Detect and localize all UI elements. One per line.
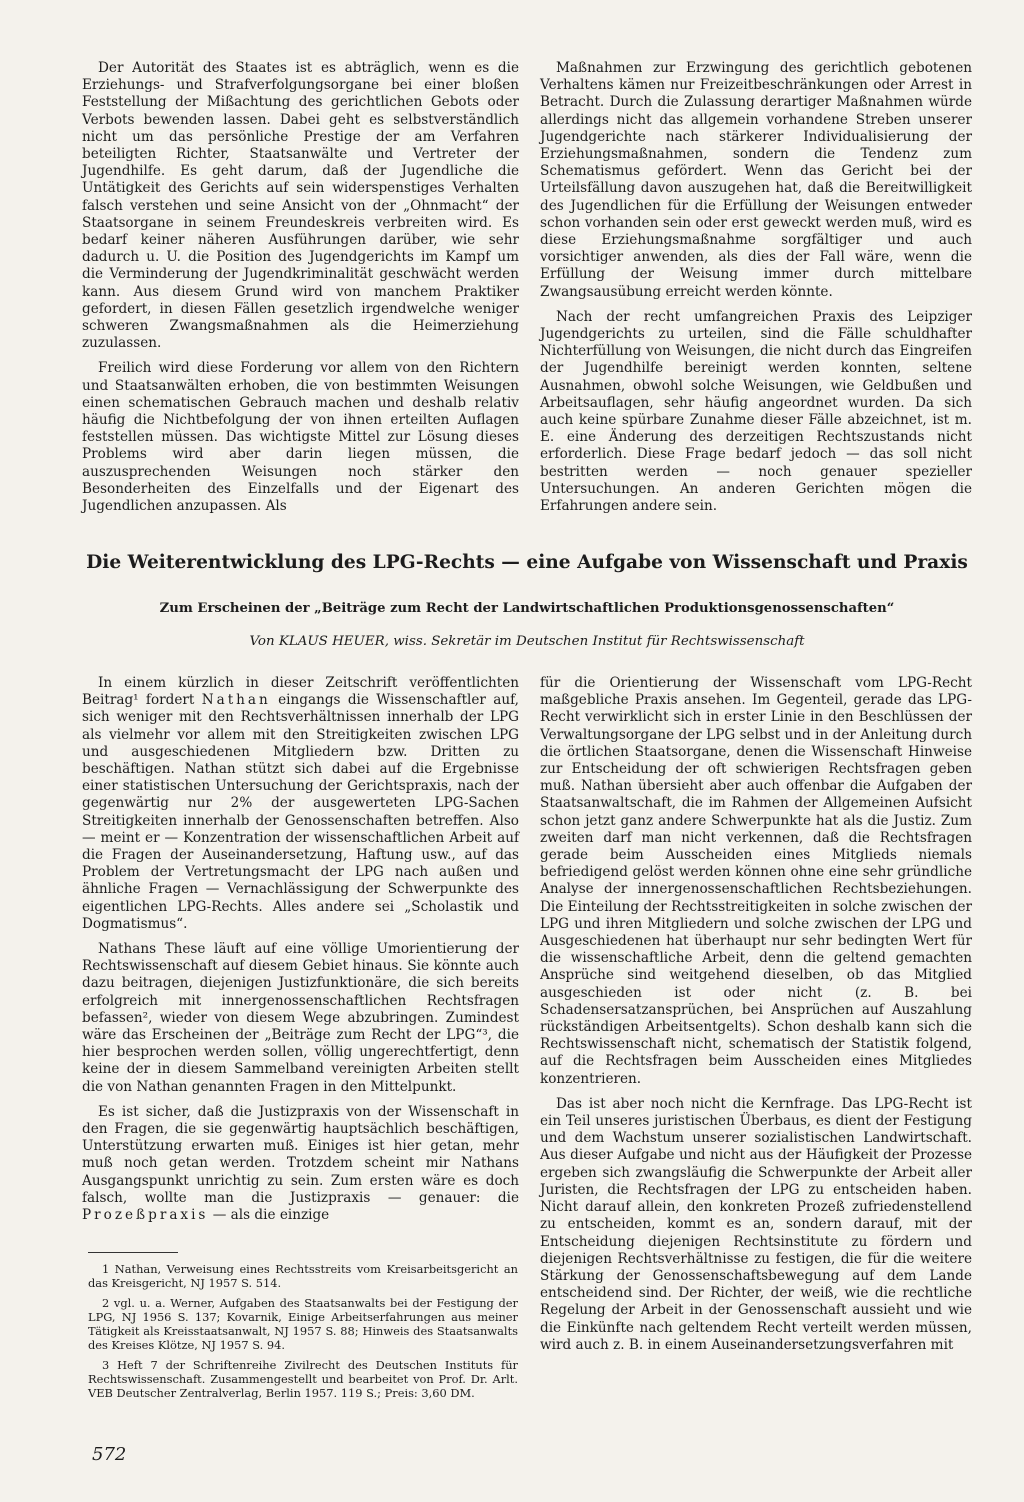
paragraph: für die Orientierung der Wissenschaft vom LPG-Recht maßgebliche Praxis ansehen. Im Gegenteil, gerade das LPG-Recht verwirklicht sich in erster Linie in den Beschlüssen der Verwaltungsorgane der LPG selbst und in der Anleitung durch die örtlichen Staatsorgane, denen die Wissenschaft Hinweise zur Entscheidung der oft schwierigen Rechtsfragen geben muß. Nathan übersieht aber auch offenbar die Aufgaben der Staatsanwaltschaft, die im Rahmen der Allgemeinen Aufsicht schon jetzt ganz andere Schwerpunkte hat als die Justiz. Zum zweiten darf man nicht verkennen, daß die Rechtsfragen gerade beim Ausscheiden eines Mitglieds niemals befriedigend gelöst werden können ohne eine sehr gründliche Analyse der innergenossenschaftlichen Rechtsbeziehungen. Die Einteilung der Rechtsstreitigkeiten in solche zwischen der LPG und ihren Mitgliedern und solche zwischen der LPG und Ausgeschiedenen hat überhaupt nur sehr bedingten Wert für die wissenschaftliche Arbeit, denn die geltend gemachten Ansprüche sind weitgehend dieselben, ob das Mitglied ausgeschieden ist oder nicht (z. B. bei Schadensersatzansprüchen, bei Ansprüchen auf Auszahlung rückständigen Arbeitsentgelts). Schon deshalb kann sich die Rechtswissenschaft nicht, schematisch der Statistik folgend, auf die Rechtsfragen beim Ausscheiden eines Mitgliedes konzentrieren. bbox=[540, 675, 972, 1087]
paragraph bbox=[82, 675, 519, 933]
article-title: Die Weiterentwicklung des LPG-Rechts — eine Aufgabe von Wissenschaft und Praxis bbox=[86, 552, 968, 573]
footnote-divider bbox=[88, 1252, 178, 1253]
article-subtitle: Zum Erscheinen der „Beiträge zum Recht der Landwirtschaftlichen Produktionsgenossenschaften“ bbox=[159, 601, 895, 616]
spaced-word: Prozeßpraxis bbox=[82, 1207, 209, 1224]
paragraph-text: eingangs die Wissenschaftler auf, sich weniger mit den Rechtsverhältnissen innerhalb der LPG als vielmehr vor allem mit den Streitigkeiten zwischen LPG und ausgeschiedenen Mitgliedern bzw. Dritten zu beschäftigen. Nathan stützt sich dabei auf die Ergebnisse einer statistischen Untersuchung der Gerichtspraxis, nach der gegenwärtig nur 2% der ausgewerteten LPG-Sachen Streitigkeiten innerhalb der Genossenschaften betreffen. Also — meint er — Konzentration der wissenschaftlichen Arbeit auf die Fragen der Auseinandersetzung, Haftung usw., auf das Problem der Vertretungsmacht der LPG nach außen und ähnliche Fragen — Vernachlässigung der Schwerpunkte des eigentlichen LPG-Rechts. Alles andere sei „Scholastik und Dogmatismus“. bbox=[82, 692, 519, 932]
paragraph: Nathans These läuft auf eine völlige Umorientierung der Rechtswissenschaft auf diesem Gebiet hinaus. Sie könnte auch dazu beitragen, diejenigen Justizfunktionäre, die sich bereits erfolgreich mit innergenossenschaftlichen Rechtsfragen befassen², wieder von diesem Wege abzubringen. Zumindest wäre das Erscheinen der „Beiträge zum Recht der LPG“³, die hier besprochen werden sollen, völlig ungerechtfertigt, denn keine der in diesem Sammelband vereinigten Arbeiten stellt die von Nathan genannten Fragen in den Mittelpunkt. bbox=[82, 941, 519, 1095]
paragraph: Freilich wird diese Forderung vor allem von den Richtern und Staatsanwälten erhoben, die von bestimmten Weisungen einen schematischen Gebrauch machen und deshalb relativ häufig die Nichtbefolgung der von ihnen erteilten Auflagen feststellen müssen. Das wichtigste Mittel zur Lösung dieses Problems wird aber darin liegen müssen, die auszusprechenden Weisungen noch stärker den Besonderheiten des Einzelfalls und der Eigenart des Jugendlichen anzupassen. Als bbox=[82, 360, 519, 515]
paragraph-text: In einem kürzlich in dieser Zeitschrift veröffentlichten Beitrag¹ fordert bbox=[82, 675, 519, 709]
paragraph-text: — als die einzige bbox=[208, 1207, 330, 1224]
column-top-right bbox=[540, 60, 972, 523]
paragraph bbox=[82, 1104, 519, 1224]
paragraph-text: Es ist sicher, daß die Justizpraxis von der Wissenschaft in den Fragen, die sie gegenwärtig hauptsächlich beschäftigen, Unterstützung erwarten muß. Einiges ist hier getan, mehr muß noch getan werden. Trotzdem scheint mir Nathans Ausgangspunkt unrichtig zu sein. Zum ersten wäre es doch falsch, wollte man die Justizpraxis — genauer: die bbox=[82, 1103, 519, 1206]
column-article-left bbox=[82, 675, 519, 1232]
spaced-name: Nathan bbox=[201, 692, 271, 709]
column-article-right bbox=[540, 675, 972, 1362]
footnote: 1 Nathan, Verweisung eines Rechtsstreits vom Kreisarbeitsgericht an das Kreisgericht, NJ 1957 S. 514. bbox=[88, 1262, 518, 1290]
paragraph: Das ist aber noch nicht die Kernfrage. Das LPG-Recht ist ein Teil unseres juristischen Überbaus, es dient der Festigung und dem Wachstum unserer sozialistischen Landwirtschaft. Aus dieser Aufgabe und nicht aus der Häufigkeit der Prozesse ergeben sich zwangsläufig die Schwerpunkte der Arbeit aller Juristen, die Rechtsfragen der LPG zu entscheiden haben. Nicht darauf allein, den konkreten Prozeß zufriedenstellend zu entscheiden, kommt es an, sondern darauf, mit der Entscheidung diejenigen Rechtsinstitute zu fördern und diejenigen Rechtsverhältnisse zu festigen, die für die weitere Stärkung der Genossenschaftsbewegung auf dem Lande entscheidend sind. Der Richter, der weiß, wie die rechtliche Regelung der Arbeit in der Genossenschaft aussieht und wie die Einkünfte nach geltendem Recht verteilt werden müssen, wird auch z. B. in einem Auseinandersetzungsverfahren mit bbox=[540, 1095, 972, 1353]
article-byline: Von KLAUS HEUER, wiss. Sekretär im Deutschen Institut für Rechtswissenschaft bbox=[249, 634, 805, 649]
column-top-left bbox=[82, 60, 519, 523]
page-number: 572 bbox=[92, 1444, 127, 1465]
footnote: 2 vgl. u. a. Werner, Aufgaben des Staatsanwalts bei der Festigung der LPG, NJ 1956 S. 137; Kovarnik, Einige Arbeitserfahrungen aus meiner Tätigkeit als Kreisstaatsanwalt, NJ 1957 S. 88; Hinweis des Staatsanwalts des Kreises Klötze, NJ 1957 S. 94. bbox=[88, 1296, 518, 1352]
footnote: 3 Heft 7 der Schriftenreihe Zivilrecht des Deutschen Instituts für Rechtswissenschaft. Zusammengestellt und bearbeitet von Prof. Dr. Arlt. VEB Deutscher Zentralverlag, Berlin 1957. 119 S.; Preis: 3,60 DM. bbox=[88, 1358, 518, 1400]
paragraph: Nach der recht umfangreichen Praxis des Leipziger Jugendgerichts zu urteilen, sind die Fälle schuldhafter Nichterfüllung von Weisungen, die nicht durch das Eingreifen der Jugendhilfe bereinigt werden konnten, seltene Ausnahmen, obwohl solche Weisungen, wie Geldbußen und Arbeitsauflagen, sehr häufig angeordnet wurden. Da sich auch keine spürbare Zunahme dieser Fälle abzeichnet, ist m. E. eine Änderung des derzeitigen Rechtszustands nicht erforderlich. Diese Frage bedarf jedoch — das soll nicht bestritten werden — noch genauer spezieller Untersuchungen. An anderen Gerichten mögen die Erfahrungen andere sein. bbox=[540, 308, 972, 515]
footnotes bbox=[88, 1262, 518, 1406]
paragraph: Der Autorität des Staates ist es abträglich, wenn es die Erziehungs- und Strafverfolgungsorgane bei einer bloßen Feststellung der Mißachtung des gerichtlichen Gebots oder Verbots bewenden lassen. Dabei geht es selbstverständlich nicht um das persönliche Prestige der am Verfahren beteiligten Richter, Staatsanwälte und Vertreter der Jugendhilfe. Es geht darum, daß der Jugendliche die Untätigkeit des Gerichts auf sein widerspenstiges Verhalten falsch verstehen und seine Ansicht von der „Ohnmacht“ der Staatsorgane in seinem Freundeskreis verbreiten wird. Es bedarf keiner näheren Ausführungen darüber, wie sehr dadurch u. U. die Position des Jugendgerichts im Kampf um die Verminderung der Jugendkriminalität geschwächt werden kann. Aus diesem Grund wird von manchem Praktiker gefordert, in diesen Fällen gesetzlich irgendwelche weniger schweren Zwangsmaßnahmen als die Heimerziehung zuzulassen. bbox=[82, 60, 519, 352]
paragraph: Maßnahmen zur Erzwingung des gerichtlich gebotenen Verhaltens kämen nur Freizeitbeschränkungen oder Arrest in Betracht. Durch die Zulassung derartiger Maßnahmen würde allerdings nicht das allgemein vorhandene Streben unserer Jugendgerichte nach stärkerer Individualisierung der Erziehungsmaßnahmen, sondern die Tendenz zum Schematismus gefördert. Wenn das Gericht bei der Urteilsfällung davon auszugehen hat, daß die Bereitwilligkeit des Jugendlichen für die Erfüllung der Weisungen entweder schon vorhanden sein oder erst geweckt werden muß, wird es diese Erziehungsmaßnahme sorgfältiger und auch vorsichtiger anwenden, als dies der Fall wäre, wenn die Erfüllung der Weisung immer durch mittelbare Zwangsausübung erreicht werden könnte. bbox=[540, 60, 972, 300]
